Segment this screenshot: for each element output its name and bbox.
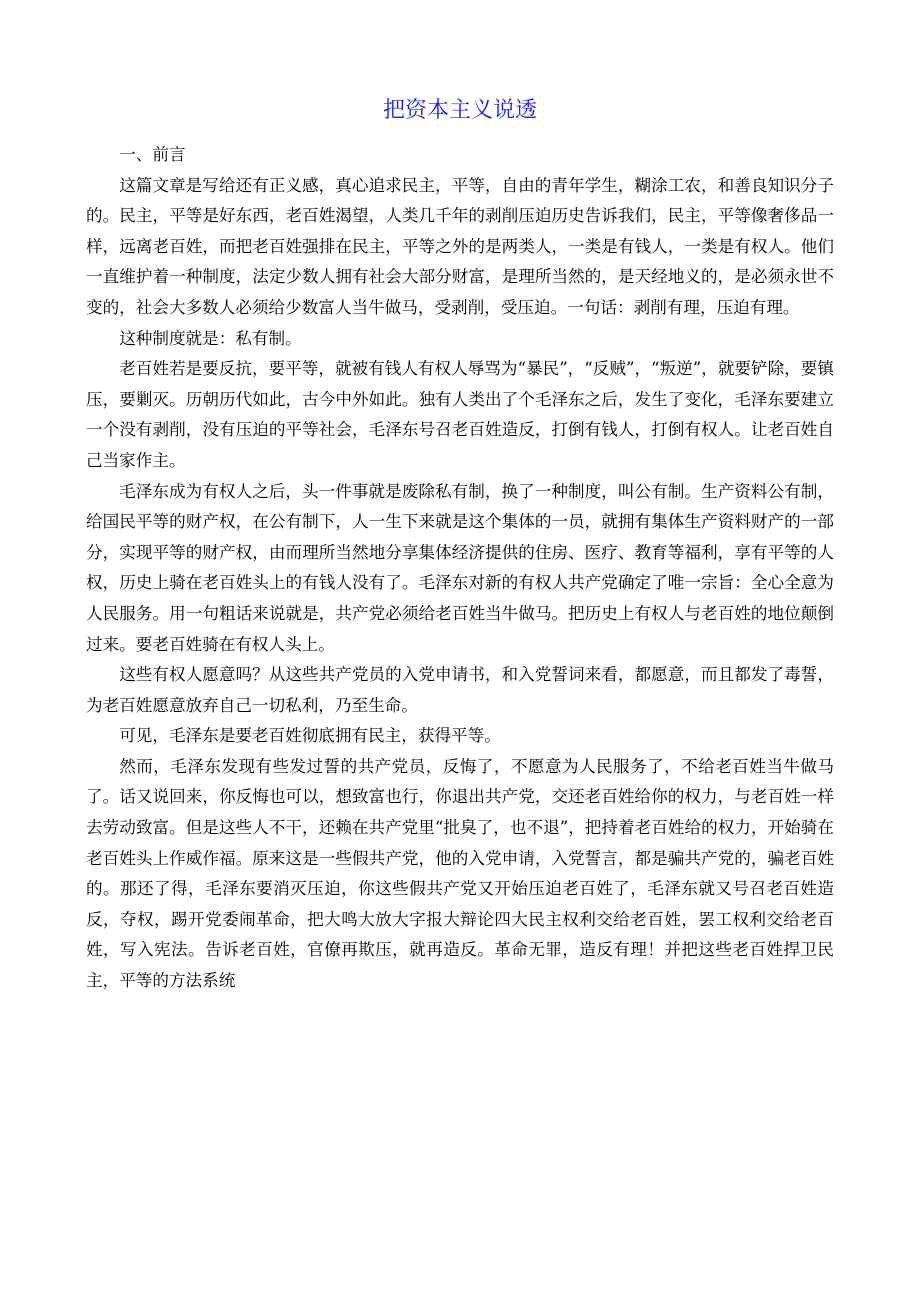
paragraph: 毛泽东成为有权人之后，头一件事就是废除私有制，换了一种制度，叫公有制。生产资料公有制，给国民平等的财产权，在公有制下，人一生下来就是这个集体的一员，就拥有集体生产资料财产的一部分，实现平等的财产权，由而理所当然地分享集体经济提供的住房、医疗、教育等福利，享有平等的人权，历史上骑在老百姓头上的有钱人没有了。毛泽东对新的有权人共产党确定了唯一宗旨：全心全意为人民服务。用一句粗话来说就是，共产党必须给老百姓当牛做马。把历史上有权人与老百姓的地位颠倒过来。要老百姓骑在有权人头上。 (86, 481, 834, 654)
document-title: 把资本主义说透 (382, 98, 537, 123)
paragraph: 然而，毛泽东发现有些发过誓的共产党员，反悔了，不愿意为人民服务了，不给老百姓当牛做马了。话又说回来，你反悔也可以，想致富也行，你退出共产党，交还老百姓给你的权力，与老百姓一样去劳动致富。但是这些人不干，还赖在共产党里“批臭了，也不退”，把持着老百姓给的权力，开始骑在老百姓头上作威作福。原来这是一些假共产党，他的入党申请，入党誓言，都是骗共产党的，骗老百姓的。那还了得，毛泽东要消灭压迫，你这些假共产党又开始压迫老百姓了，毛泽东就又号召老百姓造反，夺权，踢开党委闹革命，把大鸣大放大字报大辩论四大民主权利交给老百姓，罢工权利交给老百姓，写入宪法。告诉老百姓，官僚再欺压，就再造反。革命无罪，造反有理！并把这些老百姓捍卫民主，平等的方法系统 (86, 756, 834, 991)
paragraph: 这篇文章是写给还有正义感，真心追求民主，平等，自由的青年学生，糊涂工农，和善良知识分子的。民主，平等是好东西，老百姓渴望，人类几千年的剥削压迫历史告诉我们，民主，平等像奢侈品一样，远离老百姓，而把老百姓强排在民主，平等之外的是两类人，一类是有钱人，一类是有权人。他们一直维护着一种制度，法定少数人拥有社会大部分财富，是理所当然的，是天经地义的，是必须永世不变的，社会大多数人必须给少数富人当牛做马，受剥削，受压迫。一句话：剥削有理，压迫有理。 (86, 175, 834, 317)
document-body (86, 140, 834, 997)
paragraph: 老百姓若是要反抗，要平等，就被有钱人有权人辱骂为“暴民”，“反贼”，“叛逆”，就要铲除，要镇压，要剿灭。历朝历代如此，古今中外如此。独有人类出了个毛泽东之后，发生了变化，毛泽东要建立一个没有剥削，没有压迫的平等社会，毛泽东号召老百姓造反，打倒有钱人，打倒有权人。让老百姓自己当家作主。 (86, 359, 834, 470)
paragraph: 可见，毛泽东是要老百姓彻底拥有民主，获得平等。 (119, 726, 501, 746)
section-heading: 一、前言 (119, 145, 186, 164)
paragraph: 这种制度就是：私有制。 (119, 328, 302, 348)
paragraph: 这些有权人愿意吗？从这些共产党员的入党申请书，和入党誓词来看，都愿意，而且都发了毒誓，为老百姓愿意放弃自己一切私利，乃至生命。 (86, 665, 834, 715)
